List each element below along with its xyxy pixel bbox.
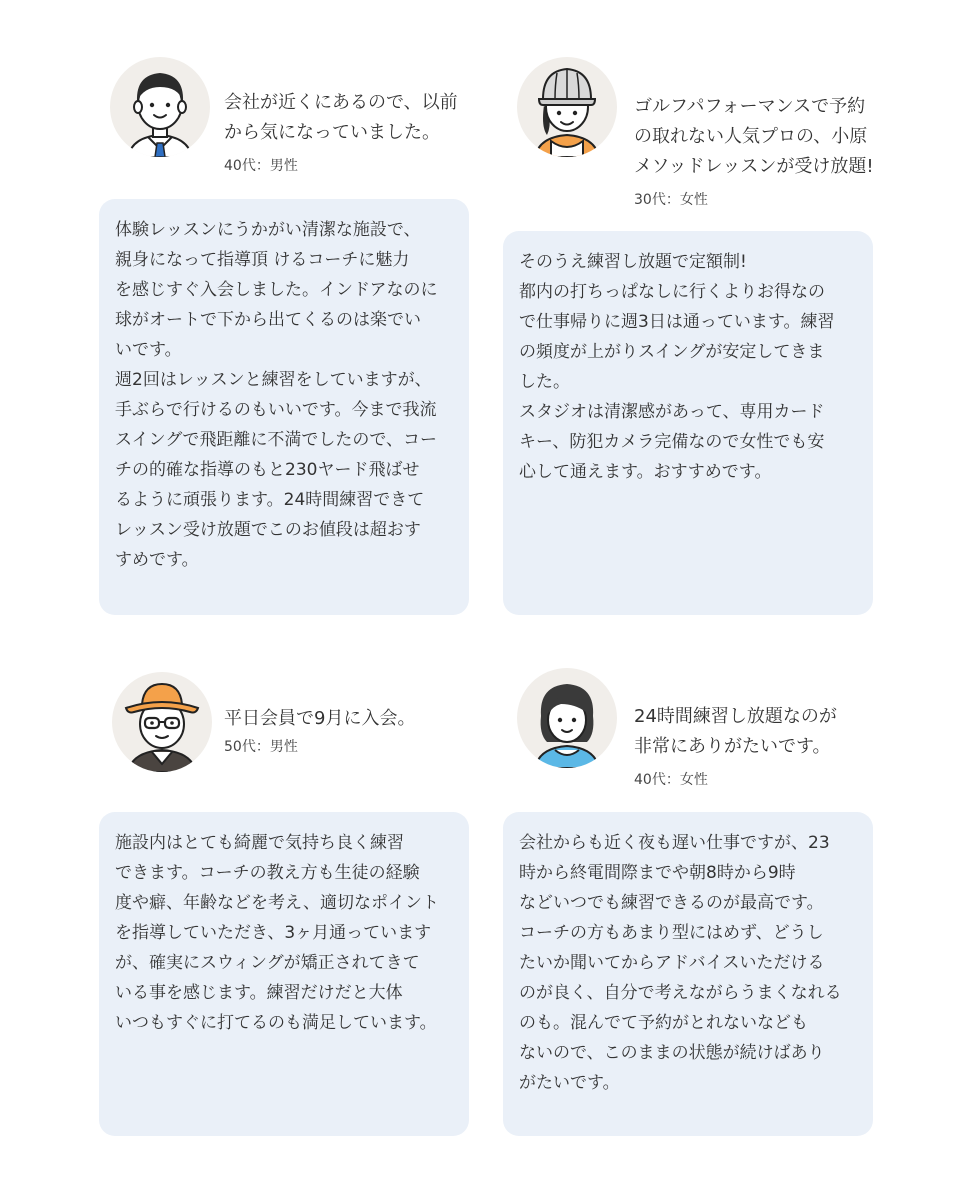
review-headline: 24時間練習し放題なのが 非常にありがたいです。 bbox=[634, 706, 837, 757]
reviewer-meta: 40代：男性 bbox=[224, 158, 298, 174]
review-card bbox=[490, 0, 980, 640]
review-headline: 平日会員で9月に入会。 bbox=[224, 708, 416, 729]
review-headline: 会社が近くにあるので、以前 から気になっていました。 bbox=[224, 92, 458, 143]
review-card bbox=[0, 0, 490, 640]
review-body: そのうえ練習し放題で定額制! 都内の打ちっぱなしに行くよりお得なの で仕事帰りに週3日は通っています。練習 の頻度が上がりスイングが安定してきま した。 スタジオは清潔感があって、専用カード キー、防犯カメラ完備なので女性でも安 心して通えます。おすすめです。 bbox=[503, 231, 873, 615]
reviewer-meta: 40代：女性 bbox=[634, 772, 708, 788]
review-card bbox=[490, 640, 980, 1181]
woman-short-hair-icon bbox=[517, 668, 617, 768]
reviewer-meta: 50代：男性 bbox=[224, 739, 298, 755]
reviewer-meta: 30代：女性 bbox=[634, 192, 708, 208]
review-body: 体験レッスンにうかがい清潔な施設で、 親身になって指導頂 けるコーチに魅力 を感じすぐ入会しました。インドアなのに 球がオートで下から出てくるのは楽でい いです。 週2回はレッスンと練習をしていますが、 手ぶらで行けるのもいいです。今まで我流 スイングで飛距離に不満でしたので、コー チの的確な指導のもと230ヤード飛ばせ るように頑張ります。24時間練習できて レッスン受け放題でこのお値段は超おす すめです。 bbox=[99, 199, 469, 615]
man-with-hat-glasses-icon bbox=[112, 672, 212, 772]
woman-with-cap-icon bbox=[517, 57, 617, 157]
review-headline: ゴルフパフォーマンスで予約 の取れない人気プロの、小原 メソッドレッスンが受け放題! bbox=[634, 96, 874, 177]
man-with-tie-icon bbox=[110, 57, 210, 157]
review-body: 施設内はとても綺麗で気持ち良く練習 できます。コーチの教え方も生徒の経験 度や癖、年齢などを考え、適切なポイント を指導していただき、3ヶ月通っています が、確実にスウィングが矯正されてきて いる事を感じます。練習だけだと大体 いつもすぐに打てるのも満足しています。 bbox=[99, 812, 469, 1136]
review-body: 会社からも近く夜も遅い仕事ですが、23 時から終電間際までや朝8時から9時 などいつでも練習できるのが最高です。 コーチの方もあまり型にはめず、どうし たいか聞いてからアドバイスいただける のが良く、自分で考えながらうまくなれる のも。混んでて予約がとれないなども ないので、このままの状態が続けばあり がたいです。 bbox=[503, 812, 873, 1136]
review-card bbox=[0, 640, 490, 1181]
